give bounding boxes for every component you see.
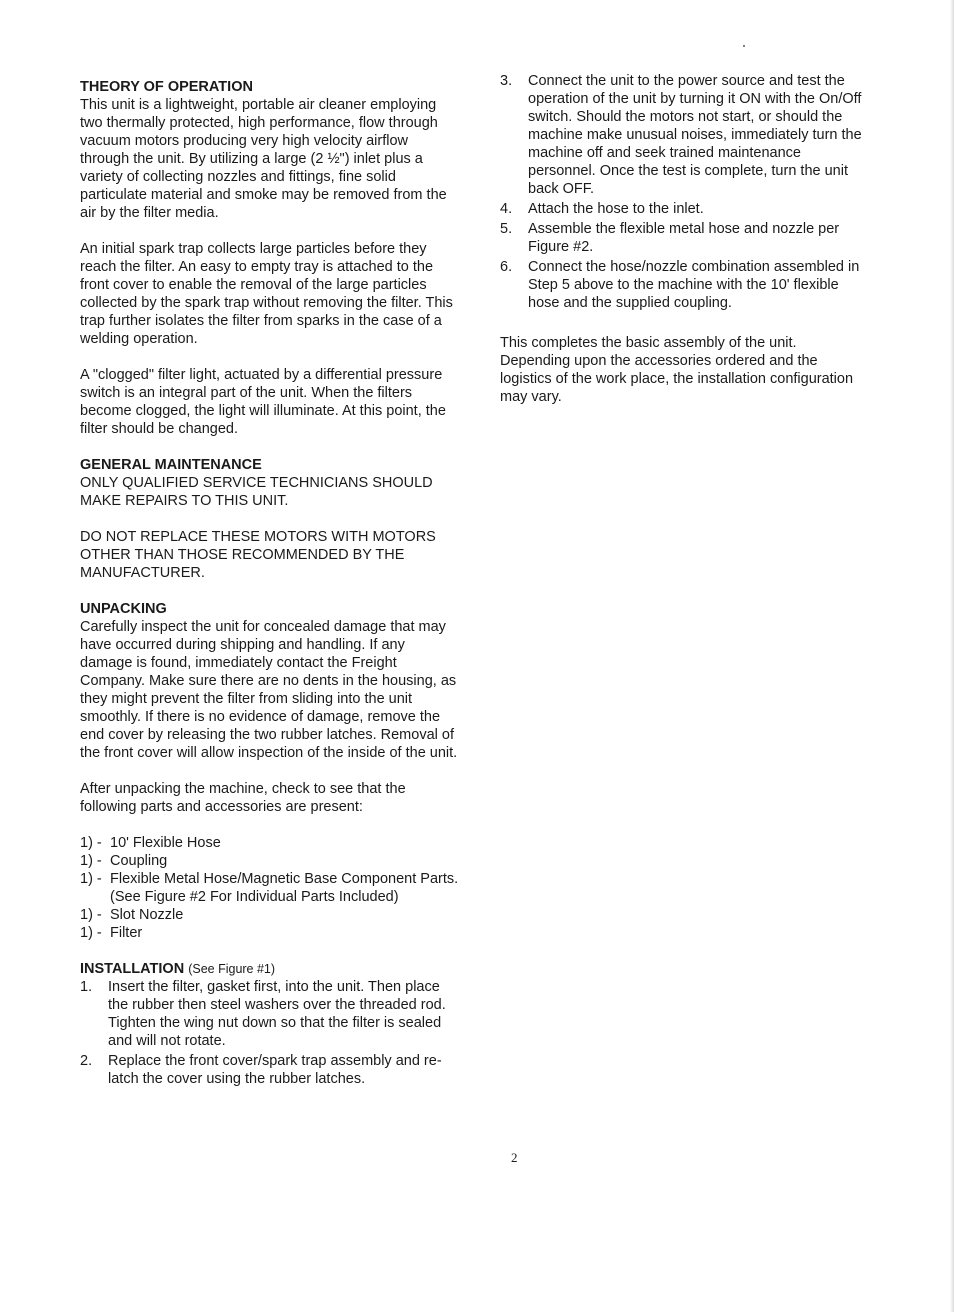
unpacking-section: [80, 600, 460, 942]
step-number: 6.: [500, 259, 513, 275]
part-name: Coupling: [110, 853, 168, 869]
unpacking-paragraph-1: Carefully inspect the unit for concealed damage that may have occurred during shipping and handling. If any damage is found, immediately contact the Freight Company. Make sure there are no dents in the housing, as they might prevent the filter from sliding into the unit smoothly. If there is no evidence of damage, remove the end cover by releasing the two rubber latches. Removal of the front cover will allow inspection of the inside of the unit.: [80, 619, 458, 761]
part-quantity: 1) -: [80, 925, 102, 941]
list-item: [80, 906, 460, 924]
unpacking-heading: UNPACKING: [80, 601, 167, 617]
theory-section: [80, 78, 460, 438]
installation-step: [80, 978, 460, 1050]
part-quantity: 1) -: [80, 835, 102, 851]
installation-heading: [80, 960, 460, 978]
part-quantity: 1) -: [80, 853, 102, 869]
step-number: 2.: [80, 1053, 93, 1069]
list-item: [80, 852, 460, 870]
step-text: Connect the hose/nozzle combination assembled in Step 5 above to the machine with the 10' flexible hose and the supplied coupling.: [528, 259, 860, 311]
theory-paragraph-1: This unit is a lightweight, portable air cleaner employing two thermally protected, high performance, flow through vacuum motors producing very high velocity airflow through the unit. By utilizing a large (2 ½") inlet plus a variety of collecting nozzles and fittings, fine solid particulate material and smoke may be removed from the air by the filter media.: [80, 97, 447, 221]
parts-list: [80, 834, 460, 942]
part-name: Filter: [110, 925, 143, 941]
installation-steps-right: [500, 72, 870, 312]
scan-speck: [743, 45, 745, 47]
maintenance-paragraph-2: DO NOT REPLACE THESE MOTORS WITH MOTORS OTHER THAN THOSE RECOMMENDED BY THE MANUFACTURER.: [80, 529, 436, 581]
list-item: [80, 870, 460, 906]
page-number: 2: [511, 1150, 518, 1165]
installation-heading-note: (See Figure #1): [188, 962, 276, 976]
theory-paragraph-3: A "clogged" filter light, actuated by a differential pressure switch is an integral part of the unit. When the filters become clogged, the light will illuminate. At this point, the filter should be changed.: [80, 367, 446, 437]
part-quantity: 1) -: [80, 907, 102, 923]
part-name: Slot Nozzle: [110, 907, 184, 923]
installation-steps-left: [80, 978, 460, 1088]
installation-section: [80, 960, 460, 1088]
part-name: 10' Flexible Hose: [110, 835, 221, 851]
part-name: Flexible Metal Hose/Magnetic Base Component Parts. (See Figure #2 For Individual Parts Included): [110, 871, 459, 905]
theory-heading: THEORY OF OPERATION: [80, 79, 253, 95]
list-item: [80, 834, 460, 852]
part-quantity: 1) -: [80, 871, 102, 887]
right-column: [500, 72, 870, 424]
unpacking-paragraph-2: After unpacking the machine, check to see that the following parts and accessories are present:: [80, 781, 406, 815]
left-column: [80, 78, 460, 1106]
step-text: Attach the hose to the inlet.: [528, 201, 704, 217]
installation-step: [500, 200, 870, 218]
step-number: 4.: [500, 201, 513, 217]
step-text: Insert the filter, gasket first, into the unit. Then place the rubber then steel washers over the threaded rod. Tighten the wing nut down so that the filter is sealed and will not rotate.: [108, 979, 446, 1049]
step-text: Connect the unit to the power source and test the operation of the unit by turning it ON with the On/Off switch. Should the motors not start, or should the machine make unusual noises, immediately turn the machine off and seek trained maintenance personnel. Once the test is complete, turn the unit back OFF.: [528, 73, 862, 197]
step-text: Assemble the flexible metal hose and nozzle per Figure #2.: [528, 221, 840, 255]
installation-closing-paragraph: This completes the basic assembly of the unit. Depending upon the accessories ordered and the logistics of the work place, the installation configuration may vary.: [500, 335, 854, 405]
step-number: 5.: [500, 221, 513, 237]
maintenance-section: [80, 456, 460, 582]
step-number: 3.: [500, 73, 513, 89]
maintenance-paragraph-1: ONLY QUALIFIED SERVICE TECHNICIANS SHOULD MAKE REPAIRS TO THIS UNIT.: [80, 475, 433, 509]
installation-heading-title: INSTALLATION: [80, 961, 185, 977]
installation-step: [500, 220, 870, 256]
maintenance-heading: GENERAL MAINTENANCE: [80, 457, 262, 473]
list-item: [80, 924, 460, 942]
installation-step: [500, 258, 870, 312]
theory-paragraph-2: An initial spark trap collects large particles before they reach the filter. An easy to empty tray is attached to the front cover to enable the removal of the large particles collected by the spark trap without removing the filter. This trap further isolates the filter from sparks in the case of a welding operation.: [80, 241, 453, 347]
scan-edge-shadow: [950, 0, 954, 1312]
installation-step: [80, 1052, 460, 1088]
step-number: 1.: [80, 979, 93, 995]
step-text: Replace the front cover/spark trap assembly and re-latch the cover using the rubber latches.: [108, 1053, 442, 1087]
installation-step: [500, 72, 870, 198]
